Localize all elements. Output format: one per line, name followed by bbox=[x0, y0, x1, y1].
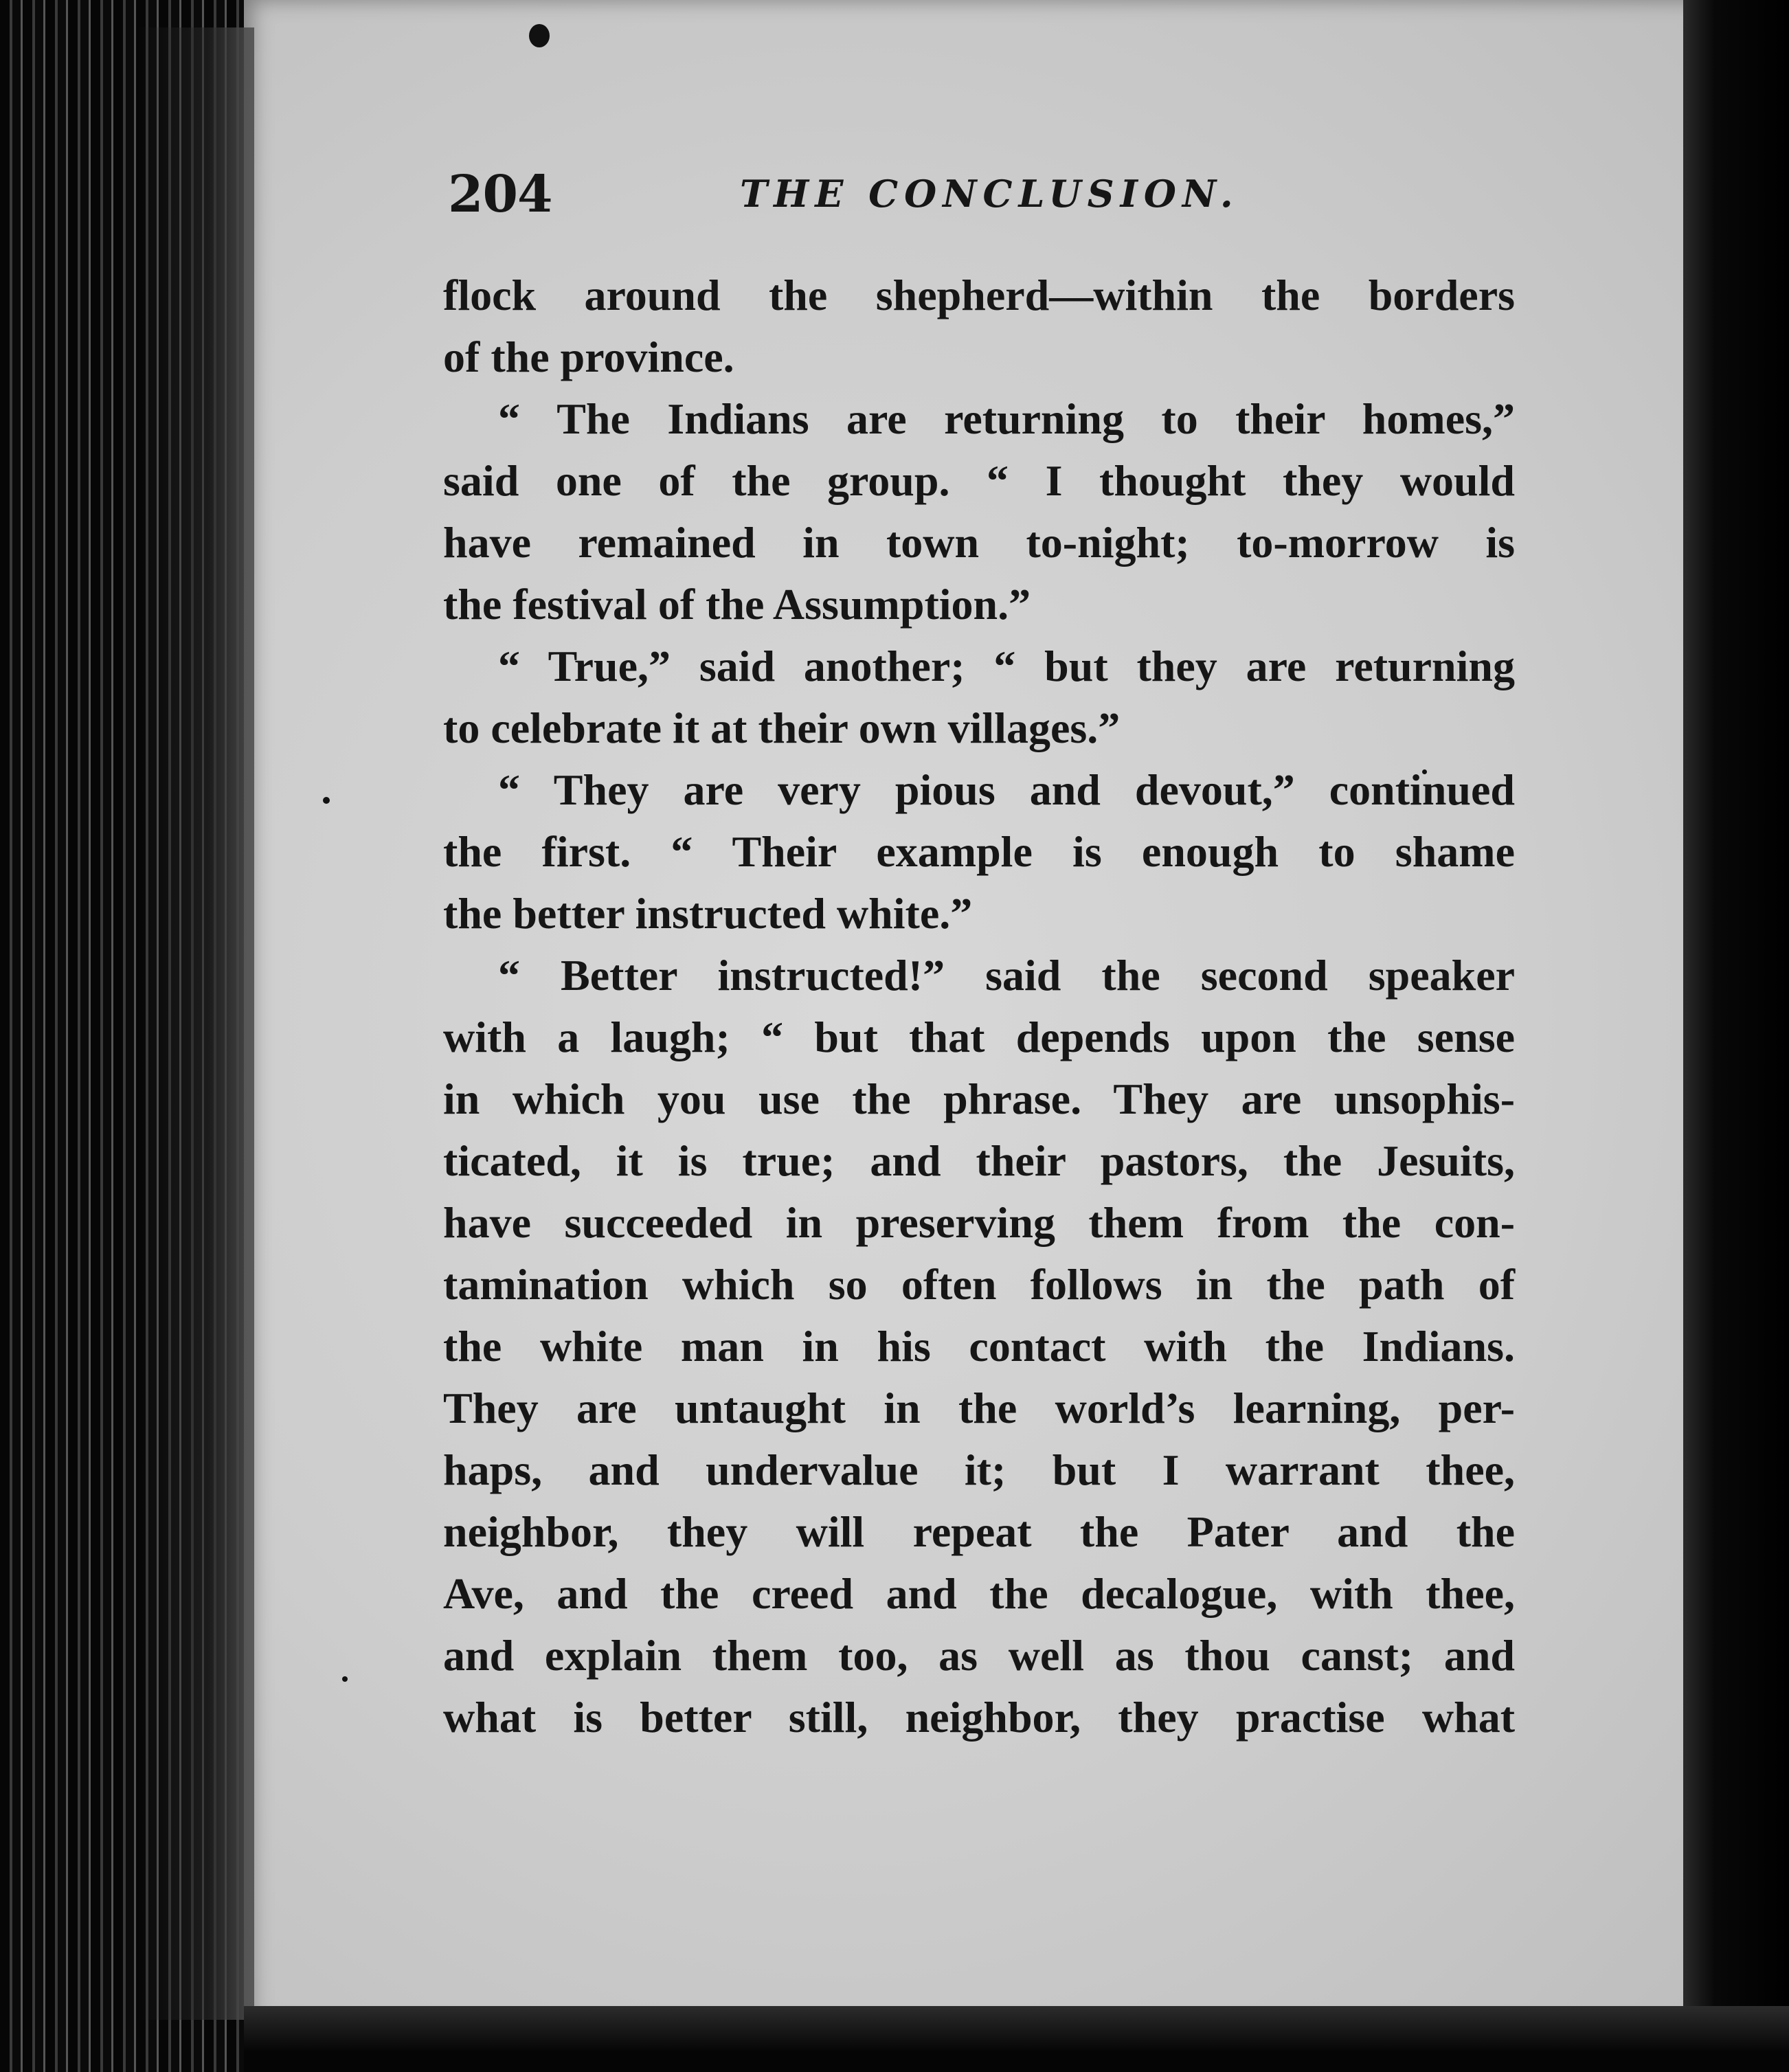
text-line: “ Better instructed!” said the second speaker bbox=[498, 951, 1515, 1000]
text-line: the white man in his contact with the Indians. bbox=[443, 1322, 1515, 1371]
text-line: to celebrate it at their own villages.” bbox=[443, 703, 1121, 752]
text-line: have succeeded in preserving them from the con- bbox=[443, 1198, 1515, 1247]
text-line: “ They are very pious and devout,” continued bbox=[498, 765, 1515, 814]
text-line: They are untaught in the world’s learning, per- bbox=[443, 1384, 1515, 1432]
text-line: ticated, it is true; and their pastors, the Jesuits, bbox=[443, 1136, 1515, 1185]
text-line: the first. “ Their example is enough to shame bbox=[443, 827, 1515, 876]
gutter-shadow bbox=[137, 27, 254, 2020]
page-number: 204 bbox=[448, 165, 552, 224]
text-line: “ True,” said another; “ but they are returning bbox=[498, 642, 1515, 690]
text-line: neighbor, they will repeat the Pater and the bbox=[443, 1507, 1515, 1556]
text-line: said one of the group. “ I thought they would bbox=[443, 456, 1515, 505]
bottom-border bbox=[244, 2006, 1789, 2072]
text-line: tamination which so often follows in the path of bbox=[443, 1260, 1515, 1309]
text-line: the festival of the Assumption.” bbox=[443, 580, 1031, 629]
ink-speck bbox=[529, 24, 550, 47]
text-line: haps, and undervalue it; but I warrant thee, bbox=[443, 1445, 1515, 1494]
ink-speck bbox=[342, 1676, 348, 1682]
right-border bbox=[1683, 0, 1789, 2072]
text-line: in which you use the phrase. They are unsophis- bbox=[443, 1074, 1515, 1123]
text-line: the better instructed white.” bbox=[443, 889, 973, 938]
body-text bbox=[443, 264, 1515, 1748]
text-line: with a laugh; “ but that depends upon the sense bbox=[443, 1013, 1515, 1061]
text-line: flock around the shepherd—within the borders bbox=[443, 271, 1515, 319]
text-line: Ave, and the creed and the decalogue, with thee, bbox=[443, 1569, 1515, 1618]
text-line: what is better still, neighbor, they practise what bbox=[443, 1693, 1515, 1742]
text-line: “ The Indians are returning to their homes,” bbox=[498, 394, 1515, 443]
ink-speck bbox=[323, 797, 330, 804]
text-line: of the province. bbox=[443, 333, 734, 381]
text-line: have remained in town to-night; to-morrow is bbox=[443, 518, 1515, 567]
running-head: THE CONCLUSION. bbox=[740, 172, 1239, 216]
page-header bbox=[448, 165, 1520, 227]
text-line: and explain them too, as well as thou canst; and bbox=[443, 1631, 1515, 1680]
